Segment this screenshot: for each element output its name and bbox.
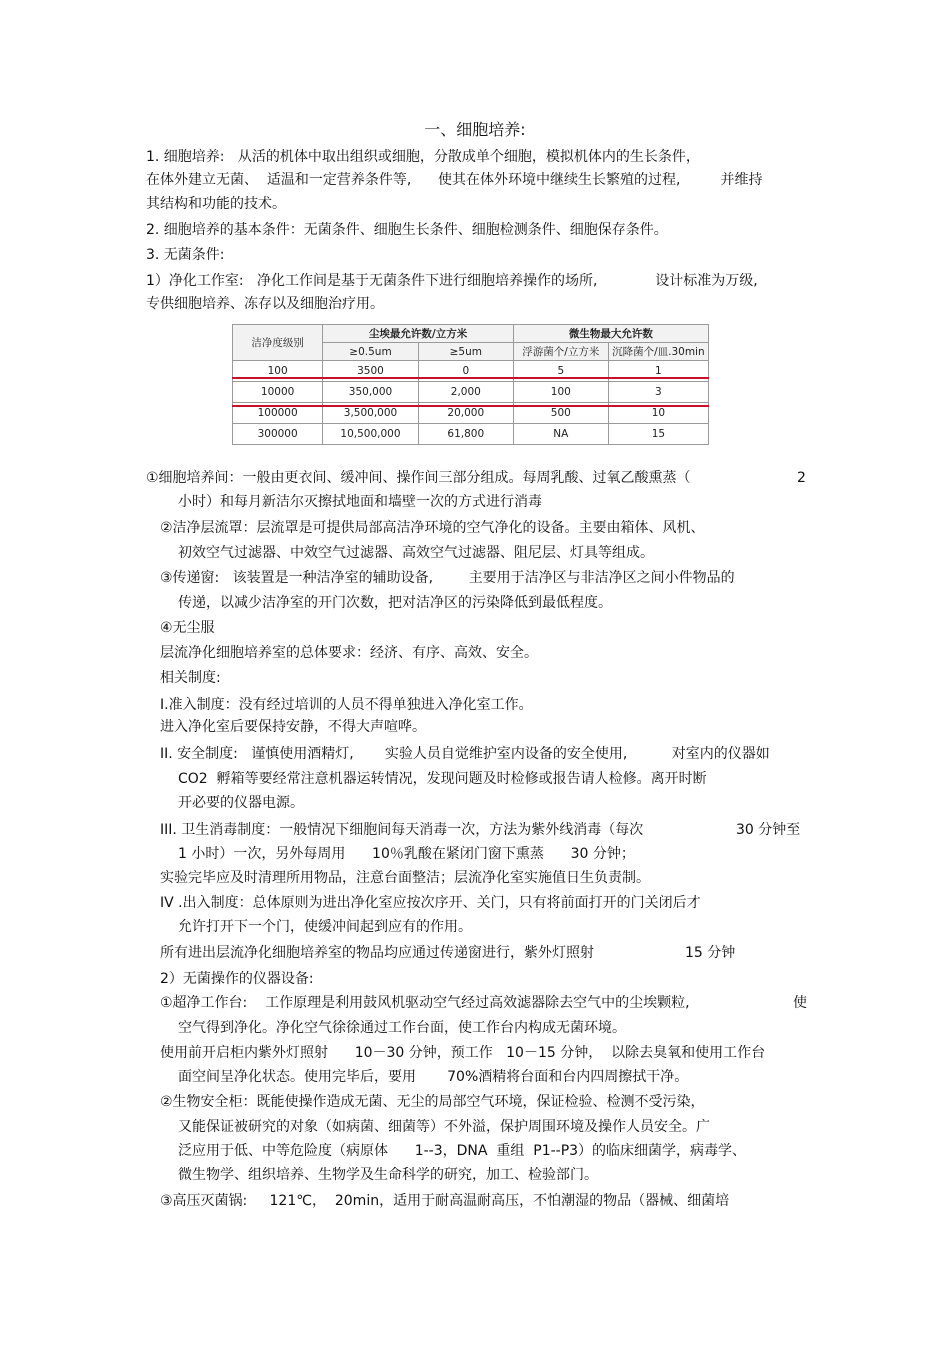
table-cell: 5	[513, 361, 608, 382]
table-cell: 10000	[233, 382, 323, 403]
body-line: CO2 孵箱等要经常注意机器运转情况，发现问题及时检修或报告请人检修。离开时断	[178, 771, 707, 787]
paragraph-line: 2. 细胞培养的基本条件：无菌条件、细胞生长条件、细胞检测条件、细胞保存条件。	[146, 222, 668, 238]
body-line: ②洁净层流罩：层流罩是可提供局部高洁净环境的空气净化的设备。主要由箱体、风机、	[160, 520, 705, 536]
red-underline	[232, 377, 709, 379]
body-line: ④无尘服	[160, 620, 215, 636]
sub-header: ≥5um	[418, 343, 513, 361]
body-line: II. 安全制度: 谨慎使用酒精灯, 实验人员自觉维护室内设备的安全使用, 对室内的仪器如	[160, 746, 770, 762]
table-cell: 10	[608, 403, 708, 424]
body-line: 实验完毕应及时清理所用物品，注意台面整洁；层流净化室实施值日生负责制。	[160, 870, 650, 886]
body-line: 泛应用于低、中等危险度（病原体 1--3，DNA 重组 P1--P3）的临床细菌学，病毒学、	[178, 1143, 747, 1159]
body-line: 面空间呈净化状态。使用完毕后，要用 70%酒精将台面和台内四周擦拭干净。	[178, 1069, 689, 1085]
table-cell: 3	[608, 382, 708, 403]
body-line: 所有进出层流净化细胞培养室的物品均应通过传递窗进行，紫外灯照射	[160, 945, 594, 961]
body-line: 又能保证被研究的对象（如病菌、细菌等）不外溢，保护周围环境及操作人员安全。广	[178, 1119, 710, 1135]
body-line: 空气得到净化。净化空气徐徐通过工作台面，使工作台内构成无菌环境。	[178, 1020, 626, 1036]
body-line: 初效空气过滤器、中效空气过滤器、高效空气过滤器、阻尼层、灯具等组成。	[178, 545, 654, 561]
header-grade: 洁净度级别	[233, 325, 323, 361]
body-line: 小时）和每月新洁尔灭擦拭地面和墙壁一次的方式进行消毒	[178, 494, 542, 510]
body-line: 开必要的仪器电源。	[178, 795, 304, 811]
body-line: 进入净化室后要保持安静，不得大声喧哗。	[160, 719, 426, 735]
body-line: 层流净化细胞培养室的总体要求：经济、有序、高效、安全。	[160, 645, 538, 661]
table-row	[233, 424, 709, 445]
table-cell: 100000	[233, 403, 323, 424]
body-line: 2）无菌操作的仪器设备:	[160, 971, 314, 987]
table-cell: 10,500,000	[323, 424, 418, 445]
paragraph-line: 3. 无菌条件:	[146, 247, 225, 263]
body-line: 允许打开下一个门，使缓冲间起到应有的作用。	[178, 919, 472, 935]
table-cell: 100	[233, 361, 323, 382]
paragraph-line: 1. 细胞培养: 从活的机体中取出组织或细胞，分散成单个细胞，模拟机体内的生长条件，	[146, 149, 700, 165]
paragraph-line: 专供细胞培养、冻存以及细胞治疗用。	[146, 296, 384, 312]
body-line: 1 小时）一次，另外每周用 10％乳酸在紧闭门窗下熏蒸 30 分钟；	[178, 846, 635, 862]
header-micro: 微生物最大允许数	[513, 325, 708, 343]
table-cell: 61,800	[418, 424, 513, 445]
table-cell: 350,000	[323, 382, 418, 403]
page-title: 一、细胞培养:	[424, 120, 526, 139]
body-line: ①超净工作台: 工作原理是利用鼓风机驱动空气经过高效滤器除去空气中的尘埃颗粒,	[160, 995, 690, 1011]
body-line: 30 分钟至	[736, 822, 801, 838]
body-line: ②生物安全柜：既能使操作造成无菌、无尘的局部空气环境，保证检验、检测不受污染，	[160, 1094, 705, 1110]
table-cell: 300000	[233, 424, 323, 445]
table-cell: 0	[418, 361, 513, 382]
sub-header: 浮游菌个/立方米	[513, 343, 608, 361]
red-underline	[232, 405, 709, 407]
body-line: ③高压灭菌锅: 121℃， 20min，适用于耐高温耐高压，不怕潮湿的物品（器械、细菌培	[160, 1193, 730, 1209]
body-line: 传递，以减少洁净室的开门次数，把对洁净区的污染降低到最低程度。	[178, 595, 612, 611]
body-line: ①细胞培养间：一般由更衣间、缓冲间、操作间三部分组成。每周乳酸、过氧乙酸熏蒸（	[146, 470, 691, 486]
paragraph-line: 其结构和功能的技术。	[146, 196, 286, 212]
body-line: 微生物学、组织培养、生物学及生命科学的研究，加工、检验部门。	[178, 1167, 598, 1183]
body-line: 15 分钟	[685, 945, 736, 961]
body-line: 使	[793, 995, 807, 1011]
body-line: ③传递窗: 该装置是一种洁净室的辅助设备, 主要用于洁净区与非洁净区之间小件物品的	[160, 570, 735, 586]
table-cell: 2,000	[418, 382, 513, 403]
body-line: 相关制度:	[160, 670, 221, 686]
table-cell: NA	[513, 424, 608, 445]
body-line: IV .出入制度：总体原则为进出净化室应按次序开、关门，只有将前面打开的门关闭后才	[160, 895, 701, 911]
header-dust: 尘埃最允许数/立方米	[323, 325, 514, 343]
table-cell: 3500	[323, 361, 418, 382]
body-line: 2	[797, 470, 806, 486]
sub-header: ≥0.5um	[323, 343, 418, 361]
body-line: III. 卫生消毒制度：一般情况下细胞间每天消毒一次，方法为紫外线消毒（每次	[160, 822, 644, 838]
body-line: 使用前开启柜内紫外灯照射 10－30 分钟，预工作 10－15 分钟， 以除去臭氧和使用工作台	[160, 1045, 766, 1061]
table-cell: 500	[513, 403, 608, 424]
body-line: I.准入制度：没有经过培训的人员不得单独进入净化室工作。	[160, 697, 533, 713]
paragraph-line: 1）净化工作室: 净化工作间是基于无菌条件下进行细胞培养操作的场所, 设计标准为万级,	[146, 273, 758, 289]
table-cell: 100	[513, 382, 608, 403]
paragraph-line: 在体外建立无菌、 适温和一定营养条件等, 使其在体外环境中继续生长繁殖的过程, 并维持	[146, 172, 763, 188]
table-cell: 3,500,000	[323, 403, 418, 424]
table-row	[233, 382, 709, 403]
cleanliness-table	[232, 324, 709, 445]
table-cell: 20,000	[418, 403, 513, 424]
table-cell: 1	[608, 361, 708, 382]
sub-header: 沉降菌个/皿.30min	[608, 343, 708, 361]
table-cell: 15	[608, 424, 708, 445]
